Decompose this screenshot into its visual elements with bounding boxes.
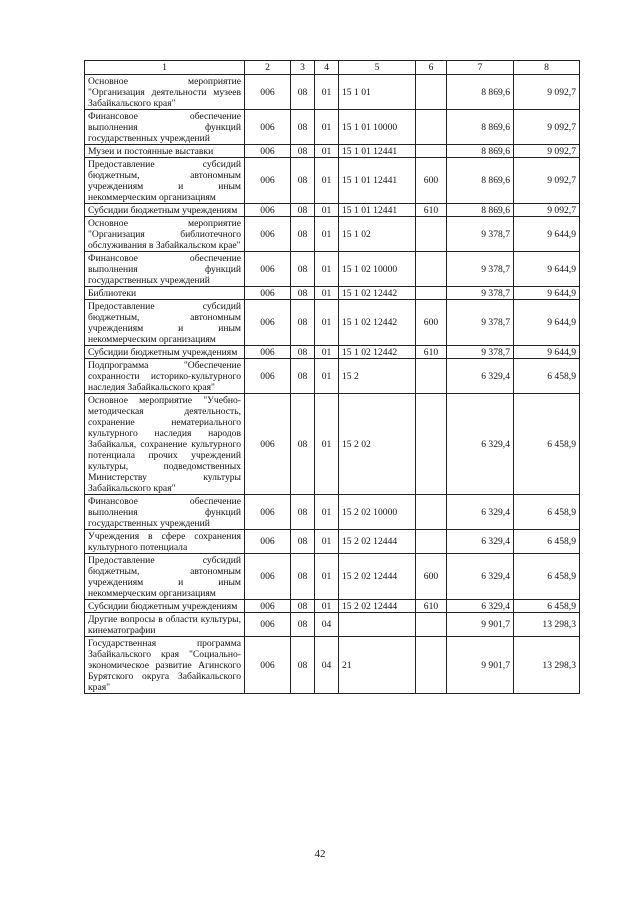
row-expense-type <box>416 110 447 145</box>
row-amount-col7: 9 378,7 <box>447 287 514 300</box>
row-amount-col8: 13 298,3 <box>514 637 580 694</box>
table-row <box>85 158 580 204</box>
row-amount-col8: 6 458,9 <box>514 530 580 554</box>
row-amount-col8: 13 298,3 <box>514 613 580 637</box>
row-ministry-code: 006 <box>245 204 291 217</box>
row-expense-type: 600 <box>416 158 447 204</box>
row-section-code: 08 <box>291 158 315 204</box>
row-amount-col7: 8 869,6 <box>447 145 514 158</box>
row-subsection-code: 01 <box>315 300 339 346</box>
table-row <box>85 252 580 287</box>
row-target-code <box>339 613 416 637</box>
row-expense-type <box>416 530 447 554</box>
row-name: Субсидии бюджетным учреждениям <box>85 600 245 613</box>
row-subsection-code: 01 <box>315 75 339 110</box>
table-row <box>85 75 580 110</box>
table-row <box>85 287 580 300</box>
row-target-code: 15 2 02 12444 <box>339 530 416 554</box>
row-ministry-code: 006 <box>245 300 291 346</box>
row-expense-type <box>416 637 447 694</box>
row-subsection-code: 01 <box>315 287 339 300</box>
row-amount-col7: 6 329,4 <box>447 394 514 495</box>
row-target-code: 15 1 02 12442 <box>339 287 416 300</box>
row-section-code: 08 <box>291 110 315 145</box>
row-target-code: 15 1 01 12441 <box>339 158 416 204</box>
table-row <box>85 394 580 495</box>
row-amount-col8: 6 458,9 <box>514 394 580 495</box>
row-amount-col7: 6 329,4 <box>447 495 514 530</box>
row-expense-type <box>416 75 447 110</box>
row-amount-col8: 9 092,7 <box>514 158 580 204</box>
row-subsection-code: 01 <box>315 359 339 394</box>
row-ministry-code: 006 <box>245 495 291 530</box>
row-amount-col7: 9 378,7 <box>447 252 514 287</box>
row-ministry-code: 006 <box>245 600 291 613</box>
row-target-code: 15 1 02 12442 <box>339 346 416 359</box>
row-amount-col8: 9 644,9 <box>514 217 580 252</box>
header-col-3: 3 <box>291 61 315 75</box>
row-name: Предоставление субсидий бюджетным, автономным учреждениям и иным некоммерческим организациям <box>85 554 245 600</box>
table-row <box>85 359 580 394</box>
row-ministry-code: 006 <box>245 637 291 694</box>
row-ministry-code: 006 <box>245 145 291 158</box>
row-amount-col7: 9 378,7 <box>447 300 514 346</box>
row-target-code: 15 1 02 10000 <box>339 252 416 287</box>
row-amount-col7: 8 869,6 <box>447 204 514 217</box>
row-subsection-code: 01 <box>315 394 339 495</box>
row-expense-type: 600 <box>416 554 447 600</box>
header-col-8: 8 <box>514 61 580 75</box>
table-row <box>85 300 580 346</box>
row-name: Музеи и постоянные выставки <box>85 145 245 158</box>
row-name: Предоставление субсидий бюджетным, автономным учреждениям и иным некоммерческим организациям <box>85 158 245 204</box>
row-target-code: 15 2 02 10000 <box>339 495 416 530</box>
row-section-code: 08 <box>291 359 315 394</box>
row-target-code: 15 2 <box>339 359 416 394</box>
row-amount-col7: 6 329,4 <box>447 530 514 554</box>
header-col-5: 5 <box>339 61 416 75</box>
row-amount-col8: 6 458,9 <box>514 600 580 613</box>
table-body <box>85 75 580 694</box>
row-name: Основное мероприятие "Организация деятельности музеев Забайкальского края" <box>85 75 245 110</box>
row-name: Финансовое обеспечение выполнения функций государственных учреждений <box>85 495 245 530</box>
row-amount-col8: 9 644,9 <box>514 300 580 346</box>
row-amount-col7: 9 378,7 <box>447 217 514 252</box>
row-target-code: 15 1 02 12442 <box>339 300 416 346</box>
row-amount-col8: 9 092,7 <box>514 204 580 217</box>
table-row <box>85 600 580 613</box>
row-ministry-code: 006 <box>245 346 291 359</box>
row-target-code: 15 2 02 12444 <box>339 554 416 600</box>
row-expense-type: 610 <box>416 204 447 217</box>
row-subsection-code: 01 <box>315 204 339 217</box>
budget-table <box>84 60 580 694</box>
row-target-code: 15 1 01 <box>339 75 416 110</box>
row-ministry-code: 006 <box>245 554 291 600</box>
row-expense-type <box>416 613 447 637</box>
row-target-code: 15 2 02 <box>339 394 416 495</box>
row-name: Основное мероприятие "Организация библиотечного обслуживания в Забайкальском крае" <box>85 217 245 252</box>
row-subsection-code: 01 <box>315 346 339 359</box>
table-row <box>85 530 580 554</box>
row-section-code: 08 <box>291 637 315 694</box>
row-section-code: 08 <box>291 530 315 554</box>
row-amount-col7: 6 329,4 <box>447 600 514 613</box>
row-name: Финансовое обеспечение выполнения функций государственных учреждений <box>85 252 245 287</box>
row-amount-col8: 6 458,9 <box>514 495 580 530</box>
row-expense-type: 600 <box>416 300 447 346</box>
row-target-code: 21 <box>339 637 416 694</box>
row-subsection-code: 01 <box>315 600 339 613</box>
row-name: Другие вопросы в области культуры, кинематографии <box>85 613 245 637</box>
row-section-code: 08 <box>291 346 315 359</box>
row-target-code: 15 1 01 12441 <box>339 204 416 217</box>
row-amount-col7: 9 378,7 <box>447 346 514 359</box>
row-ministry-code: 006 <box>245 217 291 252</box>
row-section-code: 08 <box>291 252 315 287</box>
row-section-code: 08 <box>291 394 315 495</box>
row-subsection-code: 01 <box>315 217 339 252</box>
table-row <box>85 637 580 694</box>
row-amount-col8: 6 458,9 <box>514 554 580 600</box>
row-section-code: 08 <box>291 495 315 530</box>
row-name: Финансовое обеспечение выполнения функций государственных учреждений <box>85 110 245 145</box>
row-section-code: 08 <box>291 554 315 600</box>
table-row <box>85 217 580 252</box>
row-section-code: 08 <box>291 75 315 110</box>
row-ministry-code: 006 <box>245 110 291 145</box>
row-section-code: 08 <box>291 613 315 637</box>
row-expense-type: 610 <box>416 600 447 613</box>
row-target-code: 15 2 02 12444 <box>339 600 416 613</box>
row-amount-col7: 9 901,7 <box>447 613 514 637</box>
table-row <box>85 346 580 359</box>
row-subsection-code: 01 <box>315 252 339 287</box>
row-expense-type <box>416 217 447 252</box>
row-name: Библиотеки <box>85 287 245 300</box>
row-ministry-code: 006 <box>245 158 291 204</box>
row-expense-type <box>416 495 447 530</box>
header-col-7: 7 <box>447 61 514 75</box>
row-ministry-code: 006 <box>245 530 291 554</box>
row-amount-col7: 8 869,6 <box>447 110 514 145</box>
row-amount-col8: 9 644,9 <box>514 287 580 300</box>
row-subsection-code: 01 <box>315 530 339 554</box>
row-amount-col7: 6 329,4 <box>447 554 514 600</box>
row-name: Учреждения в сфере сохранения культурного потенциала <box>85 530 245 554</box>
header-row <box>85 61 580 75</box>
row-subsection-code: 01 <box>315 554 339 600</box>
row-section-code: 08 <box>291 204 315 217</box>
row-target-code: 15 1 01 12441 <box>339 145 416 158</box>
row-subsection-code: 01 <box>315 495 339 530</box>
header-col-2: 2 <box>245 61 291 75</box>
row-amount-col8: 6 458,9 <box>514 359 580 394</box>
row-target-code: 15 1 02 <box>339 217 416 252</box>
table-row <box>85 145 580 158</box>
row-amount-col8: 9 092,7 <box>514 110 580 145</box>
row-name: Основное мероприятие "Учебно-методическая деятельность, сохранение нематериального культурного наследия народов Забайкалья, сохранение культурного потенциала прочих учреждений культуры, подведомственных Министерству культуры Забайкальского края" <box>85 394 245 495</box>
row-name: Предоставление субсидий бюджетным, автономным учреждениям и иным некоммерческим организациям <box>85 300 245 346</box>
row-section-code: 08 <box>291 145 315 158</box>
row-subsection-code: 04 <box>315 637 339 694</box>
row-subsection-code: 01 <box>315 145 339 158</box>
table-row <box>85 110 580 145</box>
row-amount-col8: 9 092,7 <box>514 145 580 158</box>
row-name: Субсидии бюджетным учреждениям <box>85 204 245 217</box>
row-section-code: 08 <box>291 600 315 613</box>
row-expense-type <box>416 359 447 394</box>
row-expense-type <box>416 287 447 300</box>
row-subsection-code: 04 <box>315 613 339 637</box>
table-row <box>85 554 580 600</box>
row-ministry-code: 006 <box>245 252 291 287</box>
page-number: 42 <box>314 848 326 860</box>
row-ministry-code: 006 <box>245 613 291 637</box>
header-col-4: 4 <box>315 61 339 75</box>
row-ministry-code: 006 <box>245 359 291 394</box>
row-amount-col7: 8 869,6 <box>447 158 514 204</box>
table-row <box>85 495 580 530</box>
row-name: Подпрограмма "Обеспечение сохранности историко-культурного наследия Забайкальского края" <box>85 359 245 394</box>
row-section-code: 08 <box>291 287 315 300</box>
row-subsection-code: 01 <box>315 158 339 204</box>
row-section-code: 08 <box>291 300 315 346</box>
row-target-code: 15 1 01 10000 <box>339 110 416 145</box>
table-row <box>85 613 580 637</box>
row-expense-type: 610 <box>416 346 447 359</box>
row-expense-type <box>416 145 447 158</box>
row-subsection-code: 01 <box>315 110 339 145</box>
row-name: Субсидии бюджетным учреждениям <box>85 346 245 359</box>
row-expense-type <box>416 394 447 495</box>
row-amount-col8: 9 644,9 <box>514 252 580 287</box>
row-amount-col8: 9 092,7 <box>514 75 580 110</box>
row-amount-col7: 8 869,6 <box>447 75 514 110</box>
row-ministry-code: 006 <box>245 287 291 300</box>
header-col-1: 1 <box>85 61 245 75</box>
row-expense-type <box>416 252 447 287</box>
row-ministry-code: 006 <box>245 75 291 110</box>
table-row <box>85 204 580 217</box>
row-amount-col8: 9 644,9 <box>514 346 580 359</box>
row-amount-col7: 9 901,7 <box>447 637 514 694</box>
row-name: Государственная программа Забайкальского края "Социально-экономическое развитие Агинского Бурятского округа Забайкальского края" <box>85 637 245 694</box>
header-col-6: 6 <box>416 61 447 75</box>
row-ministry-code: 006 <box>245 394 291 495</box>
row-amount-col7: 6 329,4 <box>447 359 514 394</box>
row-section-code: 08 <box>291 217 315 252</box>
